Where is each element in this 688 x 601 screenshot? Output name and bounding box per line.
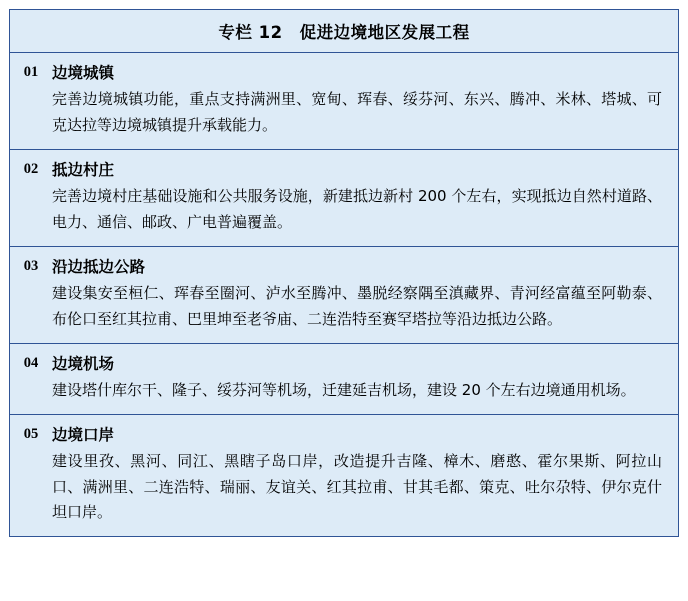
item-content bbox=[52, 415, 678, 537]
list-item bbox=[10, 150, 678, 247]
panel-title: 专栏 12 促进边境地区发展工程 bbox=[10, 10, 678, 53]
item-heading: 抵边村庄 bbox=[52, 160, 115, 179]
item-heading: 边境城镇 bbox=[52, 64, 115, 82]
item-content bbox=[52, 150, 678, 246]
item-content bbox=[52, 53, 678, 149]
item-description: 完善边境村庄基础设施和公共服务设施，新建抵边新村 200 个左右，实现抵边自然村道路、电力、通信、邮政、广电普遍覆盖。 bbox=[52, 187, 662, 231]
item-description: 完善边境城镇功能，重点支持满洲里、宽甸、珲春、绥芬河、东兴、腾冲、米林、塔城、可克达拉等边境城镇提升承载能力。 bbox=[52, 90, 662, 135]
list-item bbox=[10, 344, 678, 415]
item-content bbox=[52, 247, 678, 343]
feature-box-panel bbox=[9, 9, 679, 537]
item-number: 04 bbox=[23, 354, 39, 371]
item-content bbox=[52, 344, 678, 414]
list-item bbox=[10, 415, 678, 537]
item-number: 03 bbox=[23, 257, 39, 274]
item-number: 02 bbox=[23, 160, 39, 177]
item-heading: 沿边抵边公路 bbox=[52, 257, 146, 276]
item-description: 建设里孜、黑河、同江、黑瞎子岛口岸，改造提升吉隆、樟木、磨憨、霍尔果斯、阿拉山口、满洲里、二连浩特、瑞丽、友谊关、红其拉甫、甘其毛都、策克、吐尔尕特、伊尔克什坦口岸。 bbox=[52, 451, 662, 522]
item-heading: 边境机场 bbox=[52, 354, 115, 373]
item-number: 01 bbox=[23, 64, 39, 80]
item-heading: 边境口岸 bbox=[52, 425, 115, 444]
item-description: 建设集安至桓仁、珲春至圈河、泸水至腾冲、墨脱经察隅至滇藏界、青河经富蕴至阿勒泰、布伦口至红其拉甫、巴里坤至老爷庙、二连浩特至赛罕塔拉等沿边抵边公路。 bbox=[52, 283, 662, 328]
item-description: 建设塔什库尔干、隆子、绥芬河等机场，迁建延吉机场，建设 20 个左右边境通用机场。 bbox=[52, 380, 636, 399]
list-item bbox=[10, 53, 678, 150]
item-number: 05 bbox=[23, 425, 39, 442]
list-item bbox=[10, 247, 678, 344]
